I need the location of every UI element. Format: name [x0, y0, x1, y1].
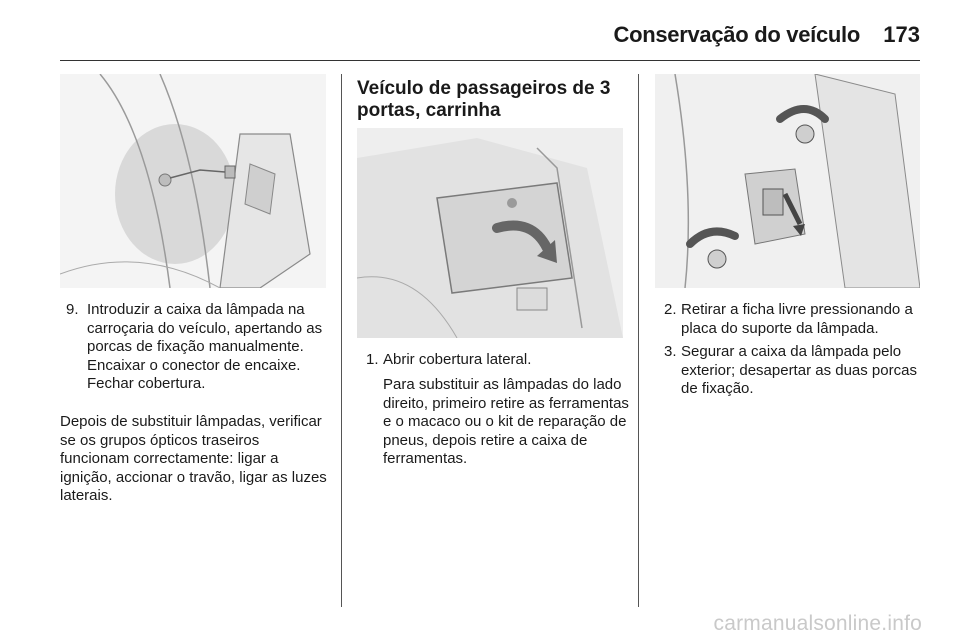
side-cover-illustration [357, 128, 623, 338]
page-number: 173 [883, 22, 920, 47]
step-1-text: Abrir cobertura lateral. [383, 351, 532, 368]
step-1-detail: Para substituir as lâmpadas do lado direito, primeiro retire as ferramentas e o macaco ou o kit de reparação de pneus, depois retire a caixa de ferramentas. [383, 376, 629, 467]
step-9-number: 9. [66, 301, 79, 318]
step-9-text: Introduzir a caixa da lâmpada na carroçaria do veículo, apertando as porcas de fixação manualmente. Encaixar o conector de encaixe. Fechar cobertura. [87, 301, 323, 392]
page-title: Conservação do veículo [613, 22, 860, 47]
step-2-text: Retirar a ficha livre pressionando a placa do suporte da lâmpada. [681, 301, 913, 337]
verification-paragraph: Depois de substituir lâmpadas, verificar se os grupos ópticos traseiros funcionam correctamente: ligar a ignição, accionar o travão, ligar as luzes laterais. [60, 413, 327, 504]
section-heading: Veículo de passageiros de 3 portas, carrinha [357, 78, 611, 121]
step-3-text: Segurar a caixa da lâmpada pelo exterior; desapertar as duas porcas de fixação. [681, 343, 917, 397]
column-divider-left [341, 74, 342, 607]
watermark-text: carmanualsonline.info [713, 612, 922, 635]
step-1-number: 1. [366, 351, 379, 368]
lamp-housing-illustration [60, 74, 326, 288]
step-2-number: 2. [664, 301, 677, 318]
step-3-number: 3. [664, 343, 677, 360]
column-divider-right [638, 74, 639, 607]
header-rule [60, 60, 920, 61]
lamp-nuts-illustration [655, 74, 920, 288]
